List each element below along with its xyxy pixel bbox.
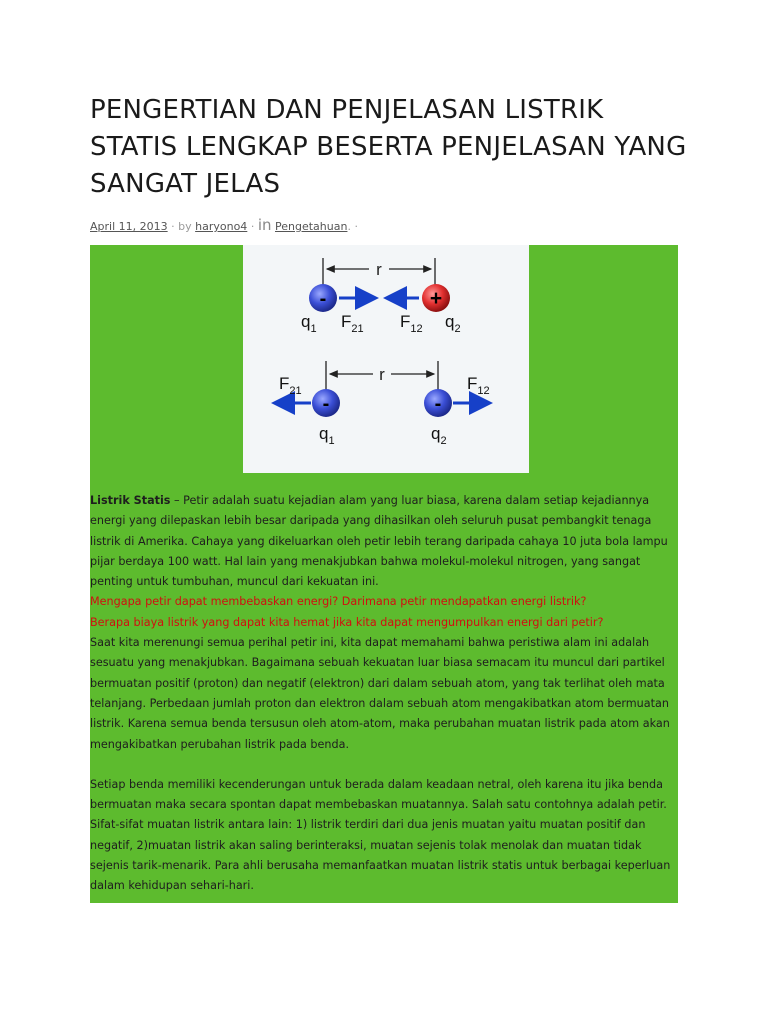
- label-q2: $q_2$: [431, 424, 447, 447]
- meta-tail: . ·: [347, 220, 358, 233]
- paragraph: Setiap benda memiliki kecenderungan untuk berada dalam keadaan netral, oleh karena itu jika benda bermuatan maka secara spontan dapat membebaskan muatannya. Salah satu contohnya adalah petir. Sifat-sifat muatan listrik antara lain: 1) listrik terdiri dari dua jenis muatan yaitu muatan positif dan negatif, 2)muatan listrik akan saling berinteraksi, muatan sejenis tolak menolak dan muatan tidak sejenis tarik-menarik. Para ahli berusaha memanfaatkan muatan listrik statis untuk berbagai keperluan dalam kehidupan sehari-hari.: [90, 777, 671, 893]
- label-f21: $F_{21}$: [341, 312, 364, 335]
- svg-text:-: -: [322, 393, 330, 415]
- label-f21: $F_{21}$: [279, 374, 302, 397]
- paragraph-intro: Listrik Statis – Petir adalah suatu kejadian alam yang luar biasa, karena dalam setiap kejadiannya energi yang dilepaskan lebih besar daripada yang dihasilkan oleh seluruh pusat pembangkit tenaga listrik di Amerika. Cahaya yang dikeluarkan oleh petir lebih terang daripada cahaya 10 juta bola lampu pijar berdaya 100 watt. Hal lain yang menakjubkan bahwa molekul-molekul nitrogen, yang sangat penting untuk tumbuhan, muncul dari kekuatan ini.: [90, 494, 668, 589]
- distance-label-bottom: r: [379, 365, 385, 384]
- question-line: Berapa biaya listrik yang dapat kita hemat jika kita dapat mengumpulkan energi dari petir?: [90, 615, 604, 629]
- category-link[interactable]: Pengetahuan: [275, 220, 348, 233]
- paragraph-gap: [90, 755, 678, 775]
- label-q1: $q_1$: [319, 424, 335, 447]
- svg-text:-: -: [434, 393, 442, 415]
- article-title: PENGERTIAN DAN PENJELASAN LISTRIK STATIS LENGKAP BESERTA PENJELASAN YANG SANGAT JELAS: [90, 95, 687, 199]
- label-q1: $q_1$: [301, 312, 317, 335]
- distance-label-top: r: [376, 260, 382, 279]
- label-f12: $F_{12}$: [467, 374, 490, 397]
- svg-text:-: -: [319, 288, 327, 310]
- post-meta: [90, 216, 358, 234]
- author-link[interactable]: haryono4: [195, 220, 248, 233]
- paragraph: Saat kita merenungi semua perihal petir ini, kita dapat memahami bahwa peristiwa alam ini adalah sesuatu yang menakjubkan. Bagaimana sebuah kekuatan luar biasa semacam itu muncul dari partikel bermuatan positif (proton) dan negatif (elektron) dari dalam sebuah atom, yang tak terlihat oleh mata telanjang. Perbedaan jumlah proton dan elektron dalam sebuah atom mengakibatkan atom bermuatan listrik. Karena semua benda tersusun oleh atom-atom, maka perubahan muatan listrik pada atom akan mengakibatkan perubahan listrik pada benda.: [90, 636, 670, 751]
- lead-term: Listrik Statis: [90, 494, 171, 507]
- meta-separator: ·: [250, 220, 255, 233]
- meta-in: in: [257, 216, 272, 234]
- meta-by: by: [178, 220, 192, 233]
- coulomb-force-diagram: [243, 245, 529, 473]
- repulsion-diagram: [277, 361, 490, 447]
- attraction-diagram: [301, 258, 461, 335]
- post-date-link[interactable]: April 11, 2013: [90, 220, 168, 233]
- article-body: [90, 491, 678, 897]
- label-q2: $q_2$: [445, 312, 461, 335]
- diagram-svg: [243, 245, 529, 473]
- svg-text:+: +: [429, 287, 443, 310]
- question-line: Mengapa petir dapat membebaskan energi? Darimana petir mendapatkan energi listrik?: [90, 595, 587, 609]
- meta-separator: ·: [171, 220, 175, 233]
- article-content-box: [90, 245, 678, 903]
- label-f12: $F_{12}$: [400, 312, 423, 335]
